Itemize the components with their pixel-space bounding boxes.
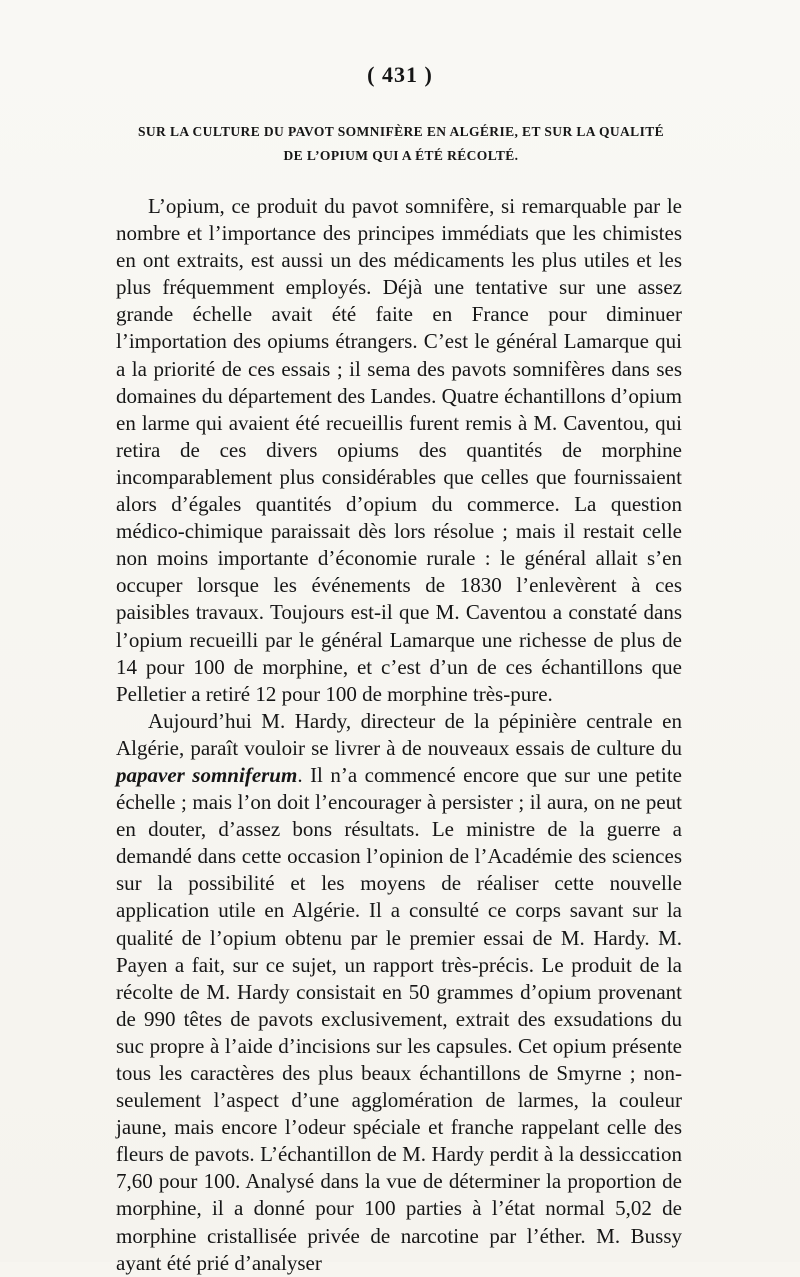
article-body: [116, 193, 682, 1277]
paragraph-2-text-before: Aujourd’hui M. Hardy, directeur de la pépinière centrale en Algérie, paraît vouloir se livrer à de nouveaux essais de culture du: [116, 708, 682, 760]
paragraph-1: L’opium, ce produit du pavot somnifère, si remarquable par le nombre et l’importance des principes immédiats que les chimistes en ont extraits, est aussi un des médicaments les plus utiles et les plus fréquemment employés. Déjà une tentative sur une assez grande échelle avait été faite en France pour diminuer l’importation des opiums étrangers. C’est le général Lamarque qui a la priorité de ces essais ; il sema des pavots somnifères dans ses domaines du département des Landes. Quatre échantillons d’opium en larme qui avaient été recueillis furent remis à M. Caventou, qui retira de ces divers opiums des quantités de morphine incomparablement plus considérables que celles que fournissaient alors d’égales quantités d’opium du commerce. La question médico-chimique paraissait dès lors résolue ; mais il restait celle non moins importante d’économie rurale : le général allait s’en occuper lorsque les événements de 1830 l’enlevèrent à ces paisibles travaux. Toujours est-il que M. Caventou a constaté dans l’opium recueilli par le général Lamarque une richesse de plus de 14 pour 100 de morphine, et c’est d’un de ces échantillons que Pelletier a retiré 12 pour 100 de morphine très-pure.: [116, 194, 682, 706]
paragraph-2: [116, 708, 682, 1277]
article-title-line-2: DE L’OPIUM QUI A ÉTÉ RÉCOLTÉ.: [283, 148, 519, 163]
article-title: [118, 120, 684, 168]
paragraph-2-text-after: . Il n’a commencé encore que sur une petite échelle ; mais l’on doit l’encourager à persister ; il aura, on ne peut en douter, d’assez bons résultats. Le ministre de la guerre a demandé dans cette occasion l’opinion de l’Académie des sciences sur la possibilité et les moyens de réaliser cette nouvelle application utile en Algérie. Il a consulté ce corps savant sur la qualité de l’opium obtenu par le premier essai de M. Hardy. M. Payen a fait, sur ce sujet, un rapport très-précis. Le produit de la récolte de M. Hardy consistait en 50 grammes d’opium provenant de 990 têtes de pavots exclusivement, extrait des exsudations du suc propre à l’aide d’incisions sur les capsules. Cet opium présente tous les caractères des plus beaux échantillons de Smyrne ; non-seulement l’aspect d’une agglomération de larmes, la couleur jaune, mais encore l’odeur spéciale et franche rappelant celle des fleurs de pavots. L’échantillon de M. Hardy perdit à la dessiccation 7,60 pour 100. Analysé dans la vue de déterminer la proportion de morphine, il a donné pour 100 parties à l’état normal 5,02 de morphine cristallisée privée de narcotine par l’éther. M. Bussy ayant été prié d’analyser: [116, 762, 682, 1275]
page-number: ( 431 ): [367, 62, 433, 87]
species-name-italic: papaver somniferum: [116, 762, 298, 787]
article-title-line-1: SUR LA CULTURE DU PAVOT SOMNIFÈRE EN ALGÉRIE, ET SUR LA QUALITÉ: [137, 124, 665, 139]
